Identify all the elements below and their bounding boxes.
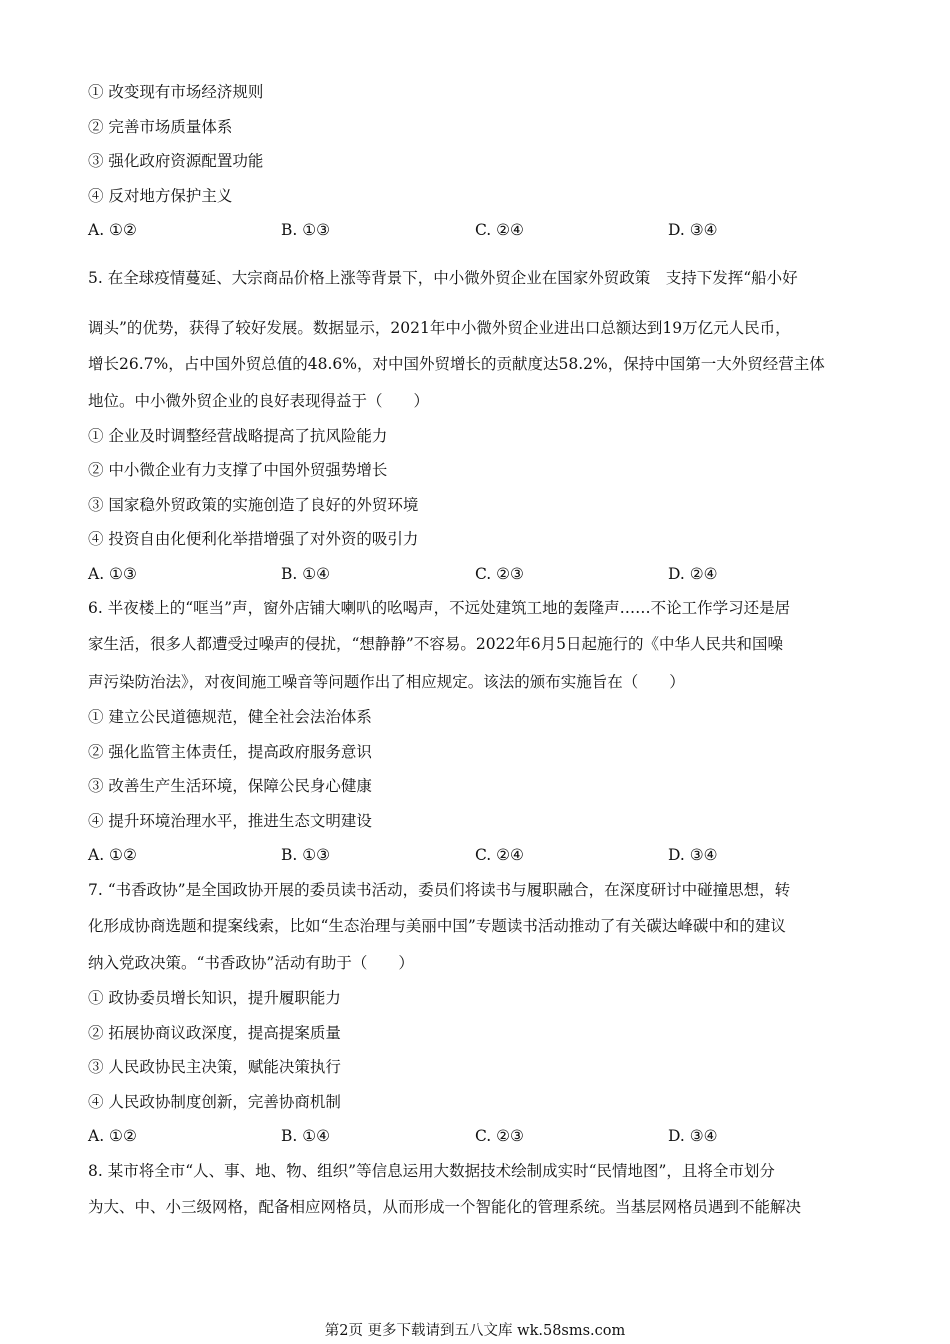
q8-stem-line-1: 8. 某市将全市“人、事、地、物、组织”等信息运用大数据技术绘制成实时“民情地图”，且将全市划分 <box>88 1162 775 1180</box>
q6-choice-b: B. ①③ <box>281 846 331 864</box>
q7-choices <box>88 1126 860 1146</box>
q7-choice-a: A. ①② <box>88 1127 137 1145</box>
q7-stem-line-2: 化形成协商选题和提案线索，比如“生态治理与美丽中国”专题读书活动推动了有关碳达峰碳中和的建议 <box>88 917 786 935</box>
q5-choice-d: D. ②④ <box>668 565 718 583</box>
q4-choice-b: B. ①③ <box>281 221 331 239</box>
q6-stem-line-3: 声污染防治法》，对夜间施工噪音等问题作出了相应规定。该法的颁布实施旨在（ ） <box>88 673 685 691</box>
q6-stem-line-1: 6. 半夜楼上的“哐当”声，窗外店铺大喇叭的吆喝声，不远处建筑工地的轰隆声……不论工作学习还是居 <box>88 599 791 617</box>
q4-option-2: ② 完善市场质量体系 <box>88 118 233 136</box>
q7-choice-d: D. ③④ <box>668 1127 718 1145</box>
q7-option-3: ③ 人民政协民主决策，赋能决策执行 <box>88 1058 341 1076</box>
q6-choices <box>88 845 860 865</box>
q7-stem-line-1: 7. “书香政协”是全国政协开展的委员读书活动，委员们将读书与履职融合，在深度研讨中碰撞思想，转 <box>88 881 791 899</box>
q5-option-2: ② 中小微企业有力支撑了中国外贸强势增长 <box>88 461 388 479</box>
q6-choice-a: A. ①② <box>88 846 137 864</box>
q7-choice-b: B. ①④ <box>281 1127 331 1145</box>
q6-option-4: ④ 提升环境治理水平，推进生态文明建设 <box>88 812 372 830</box>
q4-choices <box>88 220 860 240</box>
q6-choice-d: D. ③④ <box>668 846 718 864</box>
q5-option-3: ③ 国家稳外贸政策的实施创造了良好的外贸环境 <box>88 496 419 514</box>
q6-stem-line-2: 家生活，很多人都遭受过噪声的侵扰，“想静静”不容易。2022年6月5日起施行的《中华人民共和国噪 <box>88 635 784 653</box>
q4-choice-c: C. ②④ <box>475 221 524 239</box>
q5-stem-line-2: 调头”的优势，获得了较好发展。数据显示，2021年中小微外贸企业进出口总额达到19万亿元人民币， <box>88 319 791 337</box>
q5-stem-line-3: 增长26.7%，占中国外贸总值的48.6%，对中国外贸增长的贡献度达58.2%，保持中国第一大外贸经营主体 <box>88 355 825 373</box>
q4-option-4: ④ 反对地方保护主义 <box>88 187 233 205</box>
q7-stem-line-3: 纳入党政决策。“书香政协”活动有助于（ ） <box>88 954 414 972</box>
page-footer: 第2页 更多下载请到五八文库 wk.58sms.com <box>324 1323 626 1339</box>
q7-option-2: ② 拓展协商议政深度，提高提案质量 <box>88 1024 341 1042</box>
q4-option-3: ③ 强化政府资源配置功能 <box>88 152 264 170</box>
q5-option-1: ① 企业及时调整经营战略提高了抗风险能力 <box>88 427 388 445</box>
q5-choice-b: B. ①④ <box>281 565 331 583</box>
q5-choice-c: C. ②③ <box>475 565 524 583</box>
q4-choice-d: D. ③④ <box>668 221 718 239</box>
q5-stem-line-4: 地位。中小微外贸企业的良好表现得益于（ ） <box>88 392 430 410</box>
q6-option-2: ② 强化监管主体责任，提高政府服务意识 <box>88 743 372 761</box>
q6-choice-c: C. ②④ <box>475 846 524 864</box>
q6-option-1: ① 建立公民道德规范，健全社会法治体系 <box>88 708 372 726</box>
q5-option-4: ④ 投资自由化便利化举措增强了对外资的吸引力 <box>88 530 419 548</box>
q5-choices <box>88 564 860 584</box>
q7-choice-c: C. ②③ <box>475 1127 524 1145</box>
q5-stem-line-1: 5. 在全球疫情蔓延、大宗商品价格上涨等背景下，中小微外贸企业在国家外贸政策 支持下发挥“船小好 <box>88 269 798 287</box>
q7-option-4: ④ 人民政协制度创新，完善协商机制 <box>88 1093 341 1111</box>
q4-option-1: ① 改变现有市场经济规则 <box>88 83 264 101</box>
q5-choice-a: A. ①③ <box>88 565 137 583</box>
q7-option-1: ① 政协委员增长知识，提升履职能力 <box>88 989 341 1007</box>
q8-stem-line-2: 为大、中、小三级网格，配备相应网格员，从而形成一个智能化的管理系统。当基层网格员遇到不能解决 <box>88 1198 802 1216</box>
q4-choice-a: A. ①② <box>88 221 137 239</box>
q6-option-3: ③ 改善生产生活环境，保障公民身心健康 <box>88 777 372 795</box>
